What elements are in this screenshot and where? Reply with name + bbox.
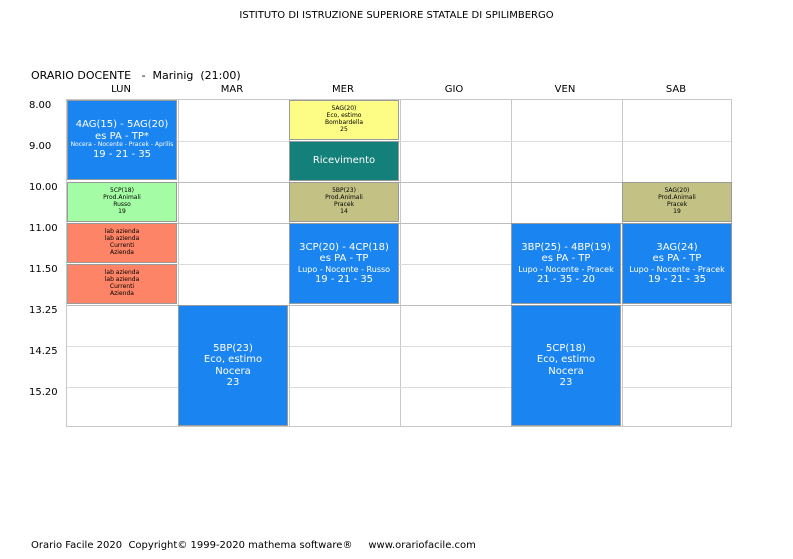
lesson-line: Nocera - Nocente - Pracek - Aprilis <box>70 141 174 149</box>
lesson-line: lab azienda <box>104 269 140 277</box>
grid-line <box>67 305 731 306</box>
timetable-heading: ORARIO DOCENTE - Marinig (21:00) <box>31 69 241 82</box>
lesson-line: Ricevimento <box>312 155 376 167</box>
hour-label: 10.00 <box>29 182 58 193</box>
lesson-line: 3CP(20) - 4CP(18) <box>299 241 389 253</box>
lesson-line: Nocera <box>548 365 584 377</box>
lesson-line: Lupo - Nocente - Pracek <box>629 264 725 274</box>
hour-label: 8.00 <box>29 100 52 111</box>
lesson-line: Eco, estimo <box>203 354 263 365</box>
lesson-block-ricevimento[interactable] <box>289 141 399 181</box>
lesson-line: 5AG(20) <box>331 105 357 113</box>
grid-line <box>400 100 401 426</box>
lesson-line: es PA - TP <box>652 253 702 265</box>
lesson-line: Lupo - Nocente - Pracek <box>518 264 614 274</box>
lesson-block[interactable] <box>289 100 399 140</box>
lesson-line: Currenti <box>109 283 135 290</box>
lesson-block[interactable] <box>622 223 732 304</box>
lesson-line: 19 <box>673 207 681 215</box>
lesson-line: Prod.Animali <box>103 194 141 202</box>
day-header-fri: VEN <box>554 84 576 95</box>
lesson-line: 5BP(23) <box>332 187 356 195</box>
lesson-block[interactable] <box>289 182 399 222</box>
hour-label: 11.00 <box>29 223 58 234</box>
lesson-block[interactable] <box>67 223 177 263</box>
lesson-line: 19 <box>118 207 126 215</box>
lesson-line: Prod.Animali <box>325 194 363 202</box>
day-header-tue: MAR <box>220 84 244 95</box>
lesson-line: lab azienda <box>104 235 140 243</box>
hour-label: 11.50 <box>29 264 58 275</box>
lesson-block[interactable] <box>67 100 177 180</box>
lesson-block[interactable] <box>289 223 399 304</box>
lesson-line: Russo <box>113 201 131 208</box>
grid-line <box>67 387 731 388</box>
lesson-line: lab azienda <box>104 228 140 236</box>
lesson-block[interactable] <box>67 264 177 304</box>
lesson-line: Nocera <box>215 365 251 377</box>
lesson-line: Lupo - Nocente - Russo <box>297 264 391 274</box>
grid-line <box>67 346 731 347</box>
lesson-line: 5CP(18) <box>546 342 586 354</box>
lesson-line: lab azienda <box>104 276 140 284</box>
footer-copyright: Orario Facile 2020 Copyright© 1999-2020 mathema software® www.orariofacile.com <box>31 540 476 551</box>
day-header-thu: GIO <box>444 84 464 95</box>
lesson-line: 14 <box>340 207 348 215</box>
school-title: ISTITUTO DI ISTRUZIONE SUPERIORE STATALE DI SPILIMBERGO <box>239 10 554 21</box>
lesson-line: 19 - 21 - 35 <box>92 149 152 161</box>
hour-label: 13.25 <box>29 305 58 316</box>
lesson-line: 3BP(25) - 4BP(19) <box>521 241 611 253</box>
lesson-line: Azienda <box>110 289 134 297</box>
hour-label: 9.00 <box>29 141 52 152</box>
lesson-line: 5CP(18) <box>110 187 134 195</box>
lesson-line: Pracek <box>333 201 355 208</box>
lesson-line: 4AG(15) - 5AG(20) <box>75 119 169 131</box>
lesson-line: Prod.Animali <box>658 194 696 202</box>
lesson-line: 23 <box>559 377 573 388</box>
lesson-line: Azienda <box>110 248 134 256</box>
lesson-line: 21 - 35 - 20 <box>536 273 596 285</box>
day-header-wed: MER <box>332 84 354 95</box>
lesson-line: Currenti <box>109 242 135 249</box>
lesson-block[interactable] <box>67 182 177 222</box>
lesson-line: Pracek <box>666 201 688 208</box>
hour-label: 14.25 <box>29 346 58 357</box>
lesson-line: 5AG(20) <box>664 187 690 195</box>
lesson-block[interactable] <box>511 223 621 304</box>
lesson-block[interactable] <box>178 305 288 426</box>
lesson-block[interactable] <box>511 305 621 426</box>
lesson-line: 19 - 21 - 35 <box>647 273 707 285</box>
lesson-line: 3AG(24) <box>656 241 698 253</box>
lesson-line: es PA - TP <box>541 253 591 265</box>
lesson-line: 25 <box>340 125 348 133</box>
lesson-line: 23 <box>226 377 240 388</box>
lesson-line: es PA - TP <box>319 253 369 265</box>
lesson-line: 5BP(23) <box>213 342 253 354</box>
day-header-sat: SAB <box>665 84 687 95</box>
day-header-mon: LUN <box>111 84 131 95</box>
lesson-line: 19 - 21 - 35 <box>314 273 374 285</box>
lesson-line: Eco, estimo <box>536 354 596 365</box>
hour-label: 15.20 <box>29 387 58 398</box>
lesson-line: Bombardella <box>325 119 363 126</box>
lesson-line: es PA - TP* <box>95 130 149 142</box>
lesson-line: Eco, estimo <box>326 112 362 120</box>
lesson-block[interactable] <box>622 182 732 222</box>
